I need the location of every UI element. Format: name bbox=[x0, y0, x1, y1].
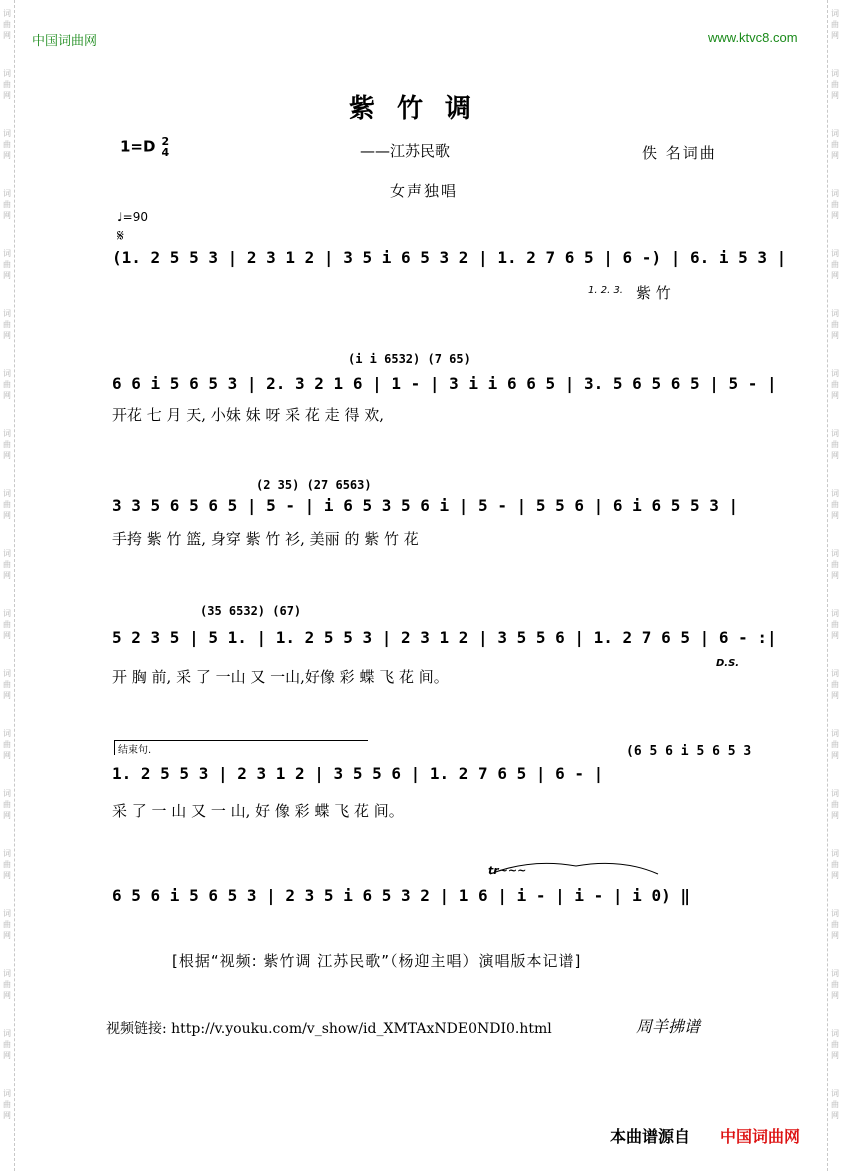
video-link[interactable]: 视频链接: http://v.youku.com/v_show/id_XMTAxNDE0NDI0.html bbox=[106, 1021, 552, 1037]
song-origin: ——江苏民歌 bbox=[360, 142, 451, 160]
trill-mark: tr~~~ bbox=[488, 864, 527, 877]
grace-notes-line-3: (2 35) (27 6563) bbox=[256, 478, 372, 492]
watermark-glyphs: 词 曲 网 bbox=[831, 309, 839, 340]
score-line-4: 5 2 3 5 | 5 1. | 1. 2 5 5 3 | 2 3 1 2 | 3 5 5 6 | 1. 2 7 6 5 | 6 - :| bbox=[112, 628, 777, 647]
watermark-glyphs: 词 曲 网 bbox=[3, 189, 11, 220]
lyrics-line-2: 开花 七 月 天, 小妹 妹 呀 采 花 走 得 欢, bbox=[112, 406, 384, 424]
time-top: 2 bbox=[161, 135, 170, 148]
watermark-glyphs: 词 曲 网 bbox=[3, 1029, 11, 1060]
lyrics-line-3: 手挎 紫 竹 篮, 身穿 紫 竹 衫, 美丽 的 紫 竹 花 bbox=[112, 530, 419, 548]
lyrics-line-4: 开 胸 前, 采 了 一山 又 一山,好像 彩 蝶 飞 花 间。 bbox=[112, 668, 449, 686]
watermark-glyphs: 词 曲 网 bbox=[831, 189, 839, 220]
lyrics-line-5: 采 了 一 山 又 一 山, 好 像 彩 蝶 飞 花 间。 bbox=[112, 802, 404, 820]
watermark-glyphs: 词 曲 网 bbox=[831, 909, 839, 940]
watermark-glyphs: 词 曲 网 bbox=[3, 609, 11, 640]
time-bottom: 4 bbox=[161, 146, 170, 159]
watermark-glyphs: 词 曲 网 bbox=[831, 129, 839, 160]
watermark-glyphs: 词 曲 网 bbox=[3, 669, 11, 700]
watermark-glyphs: 词 曲 网 bbox=[3, 9, 11, 40]
tempo-mark: ♩=90 bbox=[117, 210, 148, 224]
site-url-right[interactable]: www.ktvc8.com bbox=[708, 30, 798, 45]
watermark-glyphs: 词 曲 网 bbox=[3, 309, 11, 340]
watermark-glyphs: 词 曲 网 bbox=[3, 369, 11, 400]
watermark-glyphs: 词 曲 网 bbox=[3, 129, 11, 160]
voice-type: 女声独唱 bbox=[390, 182, 459, 200]
final-slur bbox=[486, 858, 666, 878]
score-line-6: 6 5 6 i 5 6 5 3 | 2 3 5 i 6 5 3 2 | 1 6 | i - | i - | i 0) ‖ bbox=[112, 886, 690, 905]
watermark-glyphs: 词 曲 网 bbox=[3, 1089, 11, 1120]
watermark-glyphs: 词 曲 网 bbox=[831, 1089, 839, 1120]
watermark-glyphs: 词 曲 网 bbox=[3, 789, 11, 820]
watermark-glyphs: 词 曲 网 bbox=[831, 69, 839, 100]
watermark-glyphs: 词 曲 网 bbox=[3, 849, 11, 880]
ending-bracket bbox=[114, 740, 368, 755]
segno-icon: 𝄋 bbox=[117, 226, 124, 245]
watermark-glyphs: 词 曲 网 bbox=[3, 729, 11, 760]
grace-notes-line-2: (i i 6532) (7 65) bbox=[348, 352, 471, 366]
grace-notes-line-5: (6 5 6 i 5 6 5 3 bbox=[626, 744, 752, 759]
watermark-glyphs: 词 曲 网 bbox=[3, 969, 11, 1000]
watermark-glyphs: 词 曲 网 bbox=[3, 249, 11, 280]
time-signature bbox=[161, 136, 169, 158]
song-title: 紫竹调 bbox=[348, 94, 493, 124]
watermark-glyphs: 词 曲 网 bbox=[831, 369, 839, 400]
score-line-3: 3 3 5 6 5 6 5 | 5 - | i 6 5 3 5 6 i | 5 - | 5 5 6 | 6 i 6 5 5 3 | bbox=[112, 496, 739, 515]
right-watermark-strip bbox=[827, 0, 842, 1171]
score-line-1: (1. 2 5 5 3 | 2 3 1 2 | 3 5 i 6 5 3 2 | 1. 2 7 6 5 | 6 -) | 6. i 5 3 | bbox=[112, 248, 787, 267]
watermark-glyphs: 词 曲 网 bbox=[3, 909, 11, 940]
footer-source-label: 本曲谱源自 bbox=[610, 1127, 691, 1146]
watermark-glyphs: 词 曲 网 bbox=[831, 849, 839, 880]
watermark-glyphs: 词 曲 网 bbox=[831, 9, 839, 40]
watermark-glyphs: 词 曲 网 bbox=[831, 249, 839, 280]
dal-segno-mark: D.S. bbox=[716, 658, 740, 669]
key-text: 1=D bbox=[120, 137, 156, 156]
score-line-5: 1. 2 5 5 3 | 2 3 1 2 | 3 5 5 6 | 1. 2 7 6 5 | 6 - | bbox=[112, 764, 604, 783]
ending-label: 结束句. bbox=[118, 745, 152, 756]
verse-numbers: 1. 2. 3. bbox=[588, 285, 623, 296]
watermark-glyphs: 词 曲 网 bbox=[831, 789, 839, 820]
lyrics-line-1: 紫 竹 bbox=[636, 284, 671, 302]
song-author: 佚 名词曲 bbox=[642, 144, 717, 162]
score-line-2: 6 6 i 5 6 5 3 | 2. 3 2 1 6 | 1 - | 3 i i 6 6 5 | 3. 5 6 5 6 5 | 5 - | bbox=[112, 374, 777, 393]
footer-site-link[interactable]: 中国词曲网 bbox=[720, 1127, 801, 1146]
watermark-glyphs: 词 曲 网 bbox=[3, 489, 11, 520]
watermark-glyphs: 词 曲 网 bbox=[3, 429, 11, 460]
watermark-glyphs: 词 曲 网 bbox=[831, 429, 839, 460]
transcriber-signature: 周羊拂谱 bbox=[636, 1017, 701, 1036]
watermark-glyphs: 词 曲 网 bbox=[831, 969, 839, 1000]
watermark-glyphs: 词 曲 网 bbox=[3, 549, 11, 580]
key-signature bbox=[120, 136, 169, 158]
site-name-left[interactable]: 中国词曲网 bbox=[32, 34, 98, 49]
left-watermark-strip bbox=[0, 0, 15, 1171]
watermark-glyphs: 词 曲 网 bbox=[831, 729, 839, 760]
watermark-glyphs: 词 曲 网 bbox=[831, 669, 839, 700]
watermark-glyphs: 词 曲 网 bbox=[831, 609, 839, 640]
source-note: [根据“视频: 紫竹调 江苏民歌”（杨迎主唱）演唱版本记谱] bbox=[172, 952, 582, 970]
watermark-glyphs: 词 曲 网 bbox=[3, 69, 11, 100]
watermark-glyphs: 词 曲 网 bbox=[831, 549, 839, 580]
watermark-glyphs: 词 曲 网 bbox=[831, 1029, 839, 1060]
watermark-glyphs: 词 曲 网 bbox=[831, 489, 839, 520]
grace-notes-line-4: (35 6532) (67) bbox=[200, 604, 302, 618]
